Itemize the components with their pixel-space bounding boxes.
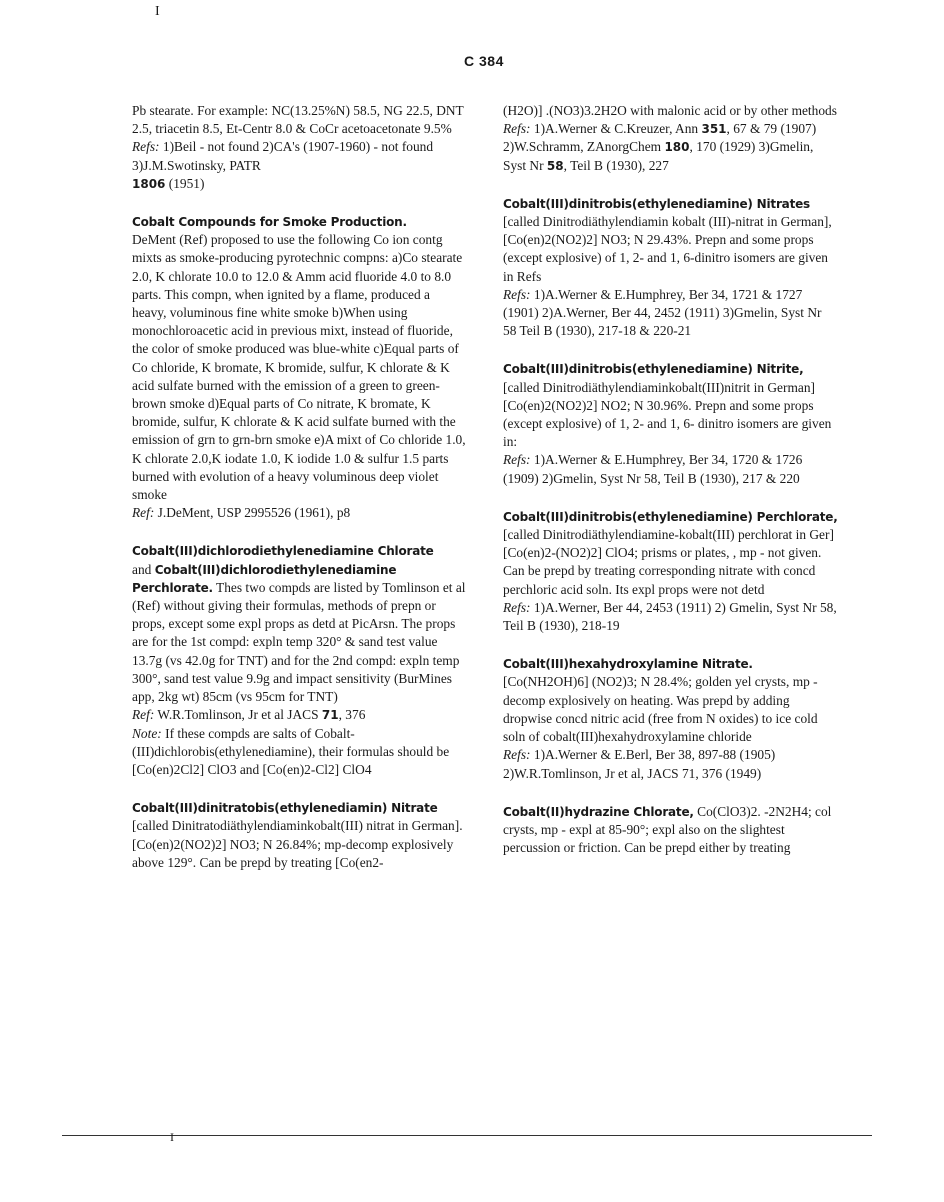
entry-hydrazine-chlorate [503,803,838,858]
left-column [132,102,467,892]
entry-hexahydroxylamine [503,655,838,782]
entry-heading: Cobalt(III)dinitrobis(ethylenediamine) Nitrite, [503,362,804,377]
page-top-mark: I [155,4,160,19]
entry-heading: Cobalt(III)dinitratobis(ethylenediamin) Nitrate [132,801,438,816]
entry-dinitro-perchlorate [503,508,838,635]
refs-label: Refs: [503,121,531,137]
entry-text: [called Dinitratodiäthylendiaminkobalt(III) nitrat in German]. [Co(en)2(NO2)2] NO3; N 26.84%; mp-decomp explosively above 129°. Can be prepd by treating [Co(en2- [132,818,463,870]
refs-tail: , 67 & 79 (1907) 2)W.Schramm, ZAnorgChem [503,121,817,155]
entry-heading: Cobalt(III)dichlorodiethylenediamine Chlorate [132,544,434,559]
refs-text: 1)Beil - not found 2)CA's (1907-1960) - not found 3)J.M.Swotinsky, PATR [132,139,434,173]
refs-text: 1)A.Werner & E.Humphrey, Ber 34, 1721 & 1727 (1901) 2)A.Werner, Ber 44, 2452 (1911) 3)Gmelin, Syst Nr 58 Teil B (1930), 217-18 & 220-21 [503,286,822,339]
ref-label: Ref: [132,707,155,723]
entry-text: [called Dinitrodiäthylendiamin kobalt (III)-nitrat in German], [Co(en)2(NO2)2] NO3; N 29.43%. Prepn and some props (except explosive) of 1, 2- and 1, 6-dinitro isomers are given in Refs [503,214,832,284]
entry-text: Thes two compds are listed by Tomlinson et al (Ref) without giving their formulas, methods of prepn or props, except some expl props as detd at PicArsn. The props are for the 1st compd: expln temp 320° & sand test value 13.7g (vs 42.0g for TNT) and for the 2nd compd: expln temp 300°, sand test value 9.9g and impact sensitivity (BurMines app, 2kg wt) 85cm (vs 95cm for TNT) [132,579,466,705]
entry-text: DeMent (Ref) proposed to use the following Co ion contg mixts as smoke-producing pyrotechnic compns: a)Co stearate 2.0, K chlorate 10.0 to 12.0 & Amm acid fluoride 4.0 to 8.0 parts. This compn, when ignited by a flame, produced a heavy, voluminous fine white smoke b)When using monochloroacetic acid in previous mixt, instead of fluoride, the color of smoke produced was blue-white c)Equal parts of Co chloride, K bromate, K bromide, sulfur, K chlorate & K acid sulfate burned with the emission of a green to green-brown smoke d)Equal parts of Co nitrate, K bromate, K bromide, sulfur, K chlorate & K acid sulfate burned with the emission of grn to grn-brn smoke e)A mixt of Co chloride 1.0, K chlorate 2.0,K iodate 1.0, K iodide 1.0 & sulfur 1.5 parts burned with evolution of a heavy voluminous deep violet smoke [132,232,466,503]
refs-text: 1)A.Werner & C.Kreuzer, Ann [533,121,699,137]
entry-heading-second: Cobalt(III)dichlorodiethylenediamine Perchlorate. [132,562,397,595]
ref-text: W.R.Tomlinson, Jr et al JACS [157,707,319,723]
entry-text: Co(ClO3)2. -2N2H4; col crysts, mp - expl at 85-90°; expl also on the slightest percussion or friction. Can be prepd either by treating [503,803,832,856]
entry-heading: Cobalt(III)dinitrobis(ethylenediamine) Perchlorate, [503,509,838,524]
refs-tail: , Teil B (1930), 227 [563,157,669,173]
entry-continued-left [132,102,467,193]
refs-bold-number: 1806 [132,176,166,191]
footer-rule [62,1135,872,1136]
entry-heading: Cobalt Compounds for Smoke Production. [132,215,407,230]
refs-bold-volume: 58 [546,158,564,173]
entry-dichlorodiethylenediamine [132,542,467,779]
ref-tail: , 376 [338,707,366,723]
refs-text: 1)A.Werner & E.Humphrey, Ber 34, 1720 & 1726 (1909) 2)Gmelin, Syst Nr 58, Teil B (1930), 217 & 220 [503,452,803,486]
entry-dinitro-nitrite [503,360,838,487]
refs-tail: (1951) [168,175,205,191]
page-number: C 384 [464,53,504,69]
entry-dinitro-nitrates [503,195,838,341]
footer-mark: I [170,1130,174,1144]
ref-label: Ref: [132,505,155,521]
entry-text: [Co(NH2OH)6] (NO2)3; N 28.4%; golden yel crysts, mp -decomp explosively on heating. Was prepd by adding dropwise concd nitric acid (free from N oxides) to ice cold soln of cobalt(III)hexahydroxylamine chloride [503,674,818,745]
ref-text: J.DeMent, USP 2995526 (1961), p8 [157,505,351,521]
entry-heading: Cobalt(III)hexahydroxylamine Nitrate. [503,657,753,672]
entry-continued-right [503,102,838,175]
entry-heading: Cobalt(II)hydrazine Chlorate, [503,804,694,819]
entry-text: [called Dinitrodiäthylendiaminkobalt(III)nitrit in German] [Co(en)2(NO2)2] NO2; N 30.96%. Prepn and some props (except explosive) of 1, 2- and 1, 6- dinitro isomers are given in: [503,379,832,450]
note-label: Note: [132,725,162,741]
refs-label: Refs: [503,452,531,468]
refs-tail: , 170 (1929) 3)Gmelin, Syst Nr [503,139,814,173]
entry-join: and [132,561,152,577]
refs-text: 1)A.Werner, Ber 44, 2453 (1911) 2) Gmelin, Syst Nr 58, Teil B (1930), 218-19 [503,599,837,634]
refs-label: Refs: [132,139,160,155]
refs-label: Refs: [503,286,531,302]
ref-bold-volume: 71 [321,708,339,723]
entry-smoke-production [132,213,467,522]
entry-text: Pb stearate. For example: NC(13.25%N) 58.5, NG 22.5, DNT 2.5, triacetin 8.5, Et-Centr 8.0 & CoCr acetoacetonate 9.5% [132,103,464,137]
entry-text: [called Dinitrodiäthylendiamine-kobalt(III) perchlorat in Ger] [Co(en)2-(NO2)2] ClO4; prisms or plates, , mp - not given. Can be prepd by treating corresponding nitrate with concd perchloric acid soln. Its expl props were not detd [503,527,834,597]
refs-bold-volume: 351 [701,122,727,137]
refs-label: Refs: [503,747,531,763]
refs-label: Refs: [503,599,531,615]
refs-bold-volume: 180 [664,140,690,155]
right-column [503,102,838,877]
refs-text: 1)A.Werner & E.Berl, Ber 38, 897-88 (1905) 2)W.R.Tomlinson, Jr et al, JACS 71, 376 (1949) [503,747,776,781]
entry-dinitratobis [132,799,467,872]
note-text: If these compds are salts of Cobalt-(III)dichlorobis(ethylenediamine), their formulas should be [Co(en)2Cl2] ClO3 and [Co(en)2-Cl2] ClO4 [132,725,450,777]
entry-text: (H2O)] .(NO3)3.2H2O with malonic acid or by other methods [503,103,837,118]
entry-heading: Cobalt(III)dinitrobis(ethylenediamine) Nitrates [503,196,811,211]
